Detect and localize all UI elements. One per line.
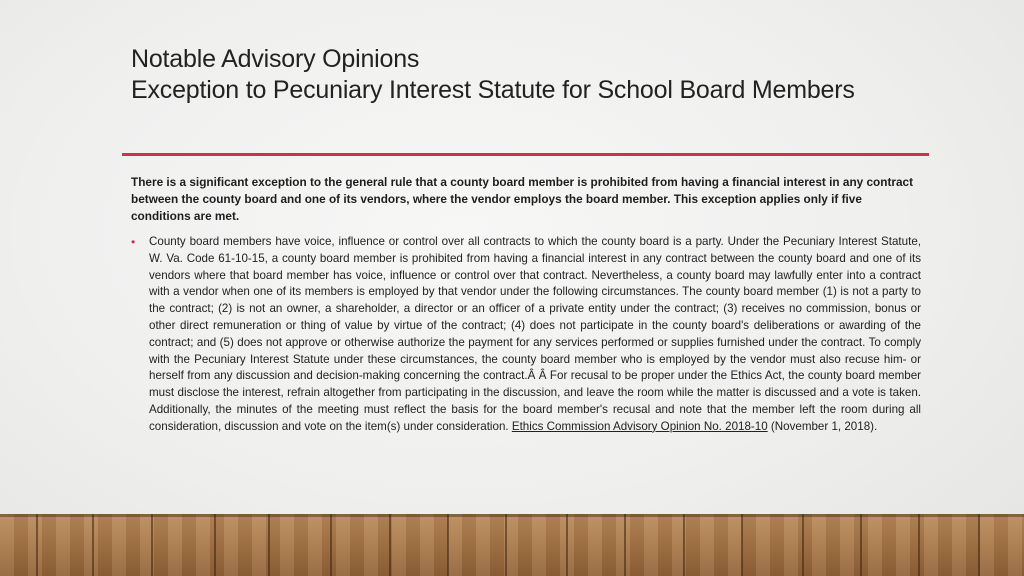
slide-title xyxy=(131,44,921,106)
title-line-2: Exception to Pecuniary Interest Statute for School Board Members xyxy=(131,76,855,104)
floor-grain xyxy=(0,514,1024,576)
citation-date: (November 1, 2018). xyxy=(767,419,878,433)
title-divider xyxy=(122,153,929,156)
intro-paragraph: There is a significant exception to the general rule that a county board member is prohibited from having a financial interest in any contract between the county board and one of its vendors, where the vendor employs the board member. This exception applies only if five conditions are met. xyxy=(131,175,914,223)
wood-floor-decoration xyxy=(0,514,1024,576)
title-line-1: Notable Advisory Opinions xyxy=(131,45,420,73)
citation-link[interactable]: Ethics Commission Advisory Opinion No. 2018-10 xyxy=(511,419,768,433)
bullet-item xyxy=(131,234,921,436)
bullet-body xyxy=(149,234,921,436)
bullet-icon: • xyxy=(131,235,136,249)
floor-edge xyxy=(0,514,1024,517)
bullet-text: County board members have voice, influence or control over all contracts to which the county board is a party. Under the Pecuniary Interest Statute, W. Va. Code 61-10-15, a county board member is prohibited from having a financial interest in any contract between the county board and one of its vendors where that board member has voice, influence or control over that contract. Nevertheless, a county board may lawfully enter into a contract with a vendor when one of its members is employed by that vendor under the following circumstances. The county board member (1) is not a party to the contract; (2) is not an owner, a shareholder, a director or an officer of a private entity under the contract; (3) receives no commission, bonus or other direct remuneration or thing of value by virtue of the contract; (4) does not participate in the county board's deliberations or awarding of the contract; and (5) does not approve or otherwise authorize the payment for any services performed or supplies furnished under the contract. To comply with the Pecuniary Interest Statute under these circumstances, the county board member who is employed by the vendor must also recuse him- or herself from any discussion and decision-making concerning the contract.Â Â For recusal to be proper under the Ethics Act, the county board member must disclose the interest, refrain altogether from participating in the discussion, and leave the room while the matter is discussed and a vote is taken. Additionally, the minutes of the meeting must reflect the basis for the board member's recusal and note that the member left the room during all consideration, discussion and vote on the item(s) under consideration. xyxy=(149,235,921,433)
